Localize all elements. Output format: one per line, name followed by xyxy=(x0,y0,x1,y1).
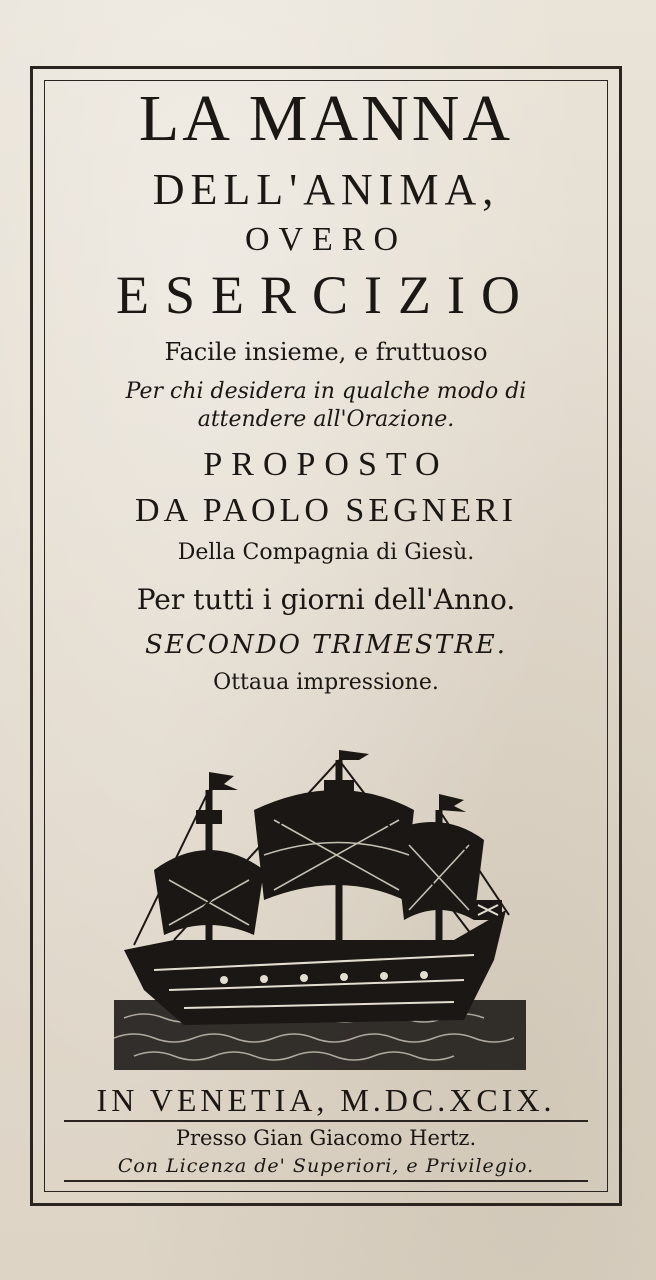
edition-text: Ottaua impressione. xyxy=(213,670,439,695)
ship-woodcut-illustration xyxy=(114,750,526,1080)
proposed-text: PROPOSTO xyxy=(203,446,449,483)
scope-text: Per tutti i giorni dell'Anno. xyxy=(136,583,516,616)
author-name: DA PAOLO SEGNERI xyxy=(134,492,517,529)
purpose-line-1: Per chi desidera in qualche modo di xyxy=(125,379,527,404)
bottom-rule xyxy=(64,1180,588,1182)
title-block xyxy=(44,80,608,698)
purpose-line-2: attendere all'Orazione. xyxy=(197,407,455,432)
author-order: Della Compagnia di Giesù. xyxy=(177,540,475,565)
license-text: Con Licenza de' Superiori, e Privilegio. xyxy=(117,1155,535,1177)
printer-name: Presso Gian Giacomo Hertz. xyxy=(175,1126,477,1150)
main-word: ESERCIZIO xyxy=(116,265,536,325)
volume-text: SECONDO TRIMESTRE. xyxy=(145,630,507,660)
imprint-place-date: IN VENETIA, M.DC.XCIX. xyxy=(96,1082,556,1118)
book-title: LA MANNA xyxy=(138,82,514,155)
description-text: Facile insieme, e fruttuoso xyxy=(164,338,488,366)
conjunction-text: OVERO xyxy=(244,221,408,258)
book-subtitle: DELL'ANIMA, xyxy=(152,165,500,214)
imprint-rule xyxy=(64,1120,588,1122)
